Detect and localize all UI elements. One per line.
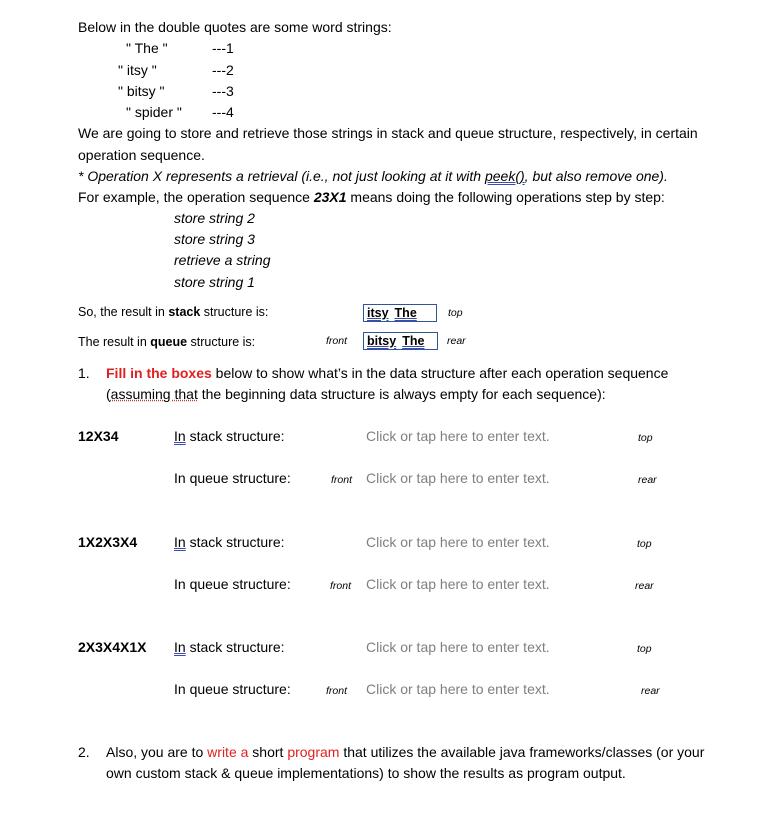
sequence-1-stack-input[interactable]: Click or tap here to enter text. <box>366 428 550 444</box>
step-2: store string 3 <box>174 231 255 247</box>
sequence-3-stack-label: In stack structure: <box>174 639 285 655</box>
string-2-num: ---2 <box>212 62 234 78</box>
result-queue-front-label: front <box>326 335 348 347</box>
step-1: store string 2 <box>174 210 255 226</box>
string-1: " The " <box>126 40 168 56</box>
string-2: " itsy " <box>118 62 157 78</box>
result-stack-label: So, the result in stack structure is: <box>78 305 269 319</box>
sequence-3-stack-input[interactable]: Click or tap here to enter text. <box>366 639 550 655</box>
string-1-num: ---1 <box>212 40 234 56</box>
sequence-1-front-label: front <box>331 474 353 486</box>
sequence-2-top-label: top <box>637 538 652 550</box>
string-4-num: ---4 <box>212 104 234 120</box>
q2-line-1: Also, you are to write a short program that utilizes the available java frameworks/classes (or your <box>106 744 705 760</box>
q2-number: 2. <box>78 744 90 760</box>
q1-line-2: (assuming that the beginning data structure is always empty for each sequence): <box>106 386 606 402</box>
result-queue-box: bitsy The <box>363 332 438 350</box>
q1-number: 1. <box>78 365 90 381</box>
sequence-2-queue-label: In queue structure: <box>174 576 291 592</box>
intro-text: Below in the double quotes are some word strings: <box>78 19 392 35</box>
sequence-1-top-label: top <box>638 432 653 444</box>
step-4: store string 1 <box>174 274 255 290</box>
sequence-1-rear-label: rear <box>638 474 657 486</box>
sequence-3-top-label: top <box>637 643 652 655</box>
step-3: retrieve a string <box>174 252 271 268</box>
operation-note: * Operation X represents a retrieval (i.e., not just looking at it with peek(), but also remove one). <box>78 168 668 184</box>
peek-text: peek() <box>484 168 525 184</box>
sequence-2-rear-label: rear <box>635 580 654 592</box>
result-stack-top-label: top <box>448 307 463 319</box>
sequence-2-stack-input[interactable]: Click or tap here to enter text. <box>366 534 550 550</box>
paragraph-line-2: operation sequence. <box>78 147 205 163</box>
sequence-1-stack-label: In stack structure: <box>174 428 285 444</box>
sequence-2-queue-input[interactable]: Click or tap here to enter text. <box>366 576 550 592</box>
example-code: 23X1 <box>313 189 347 205</box>
sequence-3-rear-label: rear <box>641 685 660 697</box>
sequence-2-stack-label: In stack structure: <box>174 534 285 550</box>
paragraph-line-1: We are going to store and retrieve those strings in stack and queue structure, respectively, in certain <box>78 125 698 141</box>
sequence-1-queue-label: In queue structure: <box>174 470 291 486</box>
sequence-label-2: 1X2X3X4 <box>78 534 138 550</box>
sequence-1-queue-input[interactable]: Click or tap here to enter text. <box>366 470 550 486</box>
result-queue-rear-label: rear <box>447 335 466 347</box>
sequence-2-front-label: front <box>330 580 352 592</box>
sequence-label-1: 12X34 <box>78 428 119 444</box>
q1-line-1: Fill in the boxes below to show what’s in the data structure after each operation sequence <box>106 365 669 381</box>
sequence-3-queue-input[interactable]: Click or tap here to enter text. <box>366 681 550 697</box>
string-4: " spider " <box>126 104 182 120</box>
result-queue-label: The result in queue structure is: <box>78 335 256 349</box>
sequence-3-queue-label: In queue structure: <box>174 681 291 697</box>
string-3-num: ---3 <box>212 83 234 99</box>
result-stack-box: itsy The <box>363 304 437 322</box>
sequence-3-front-label: front <box>326 685 348 697</box>
sequence-label-3: 2X3X4X1X <box>78 639 147 655</box>
string-3: " bitsy " <box>118 83 165 99</box>
q2-line-2: own custom stack & queue implementations) to show the results as program output. <box>106 765 626 781</box>
example-line: For example, the operation sequence 23X1 means doing the following operations step by step: <box>78 189 665 205</box>
